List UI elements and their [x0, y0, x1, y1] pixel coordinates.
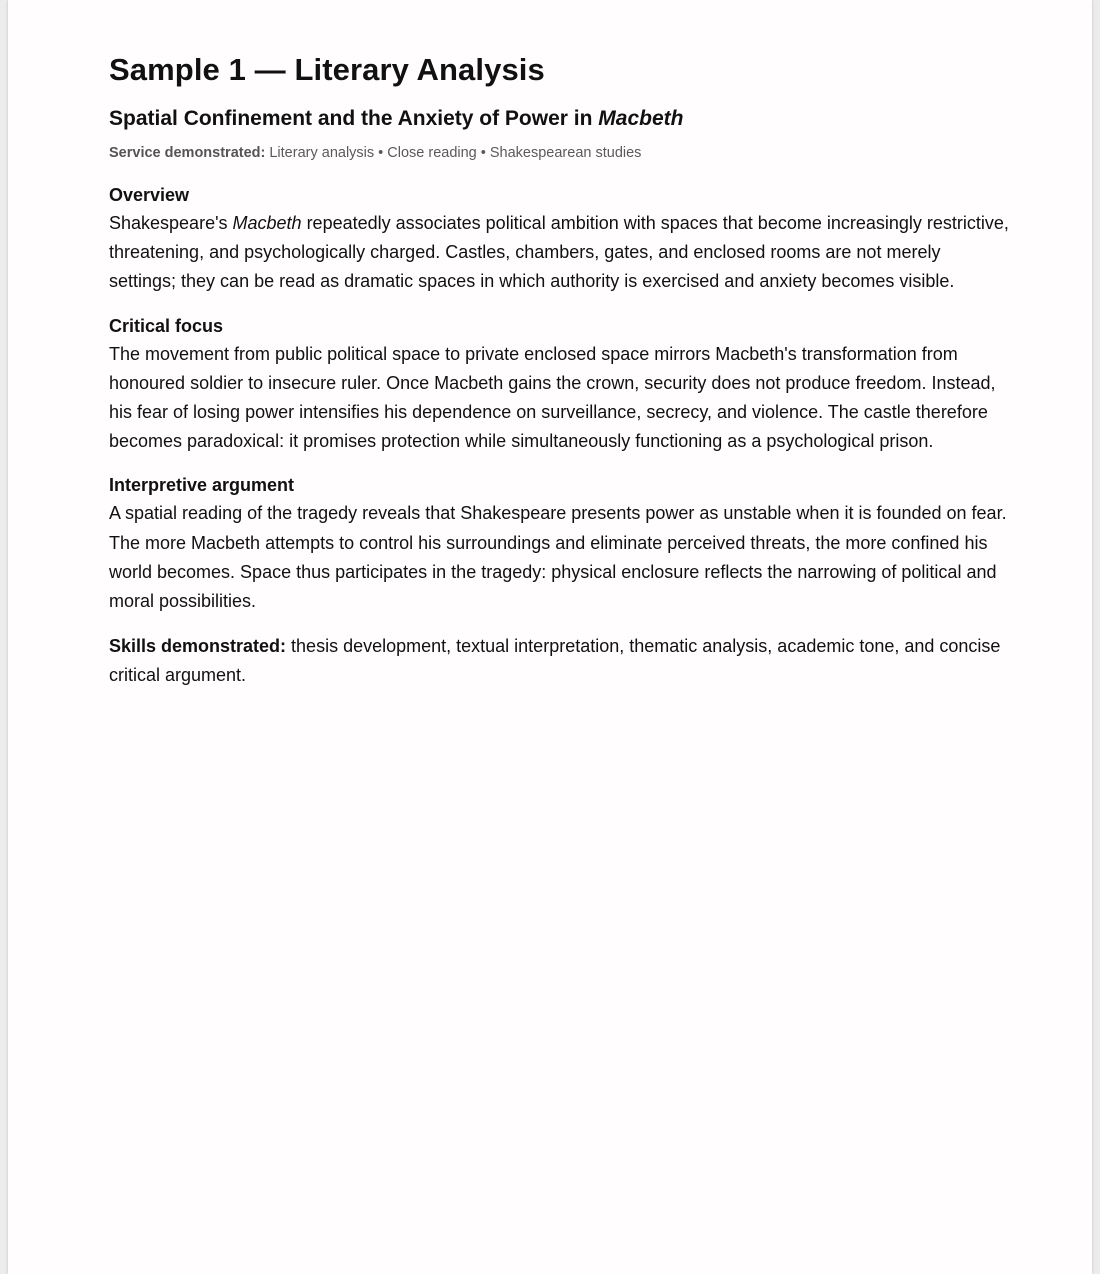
interpretive-argument-section	[109, 473, 1009, 616]
skills-label: Skills demonstrated:	[109, 636, 287, 657]
critical-focus-heading: Critical focus	[109, 315, 224, 336]
service-line	[109, 143, 1009, 163]
overview-text-a: Shakespeare's	[109, 213, 233, 233]
interpretive-argument-heading: Interpretive argument	[109, 475, 295, 496]
interpretive-argument-text: A spatial reading of the tragedy reveals that Shakespeare presents power as unstable when it is founded on fear. The more Macbeth attempts to control his surroundings and eliminate perceived threats, the more confined his world becomes. Space thus participates in the tragedy: physical enclosure reflects the narrowing of political and moral possibilities.	[109, 503, 1007, 612]
essay-title-text: Spatial Confinement and the Anxiety of Power in	[109, 107, 599, 130]
skills-line	[109, 632, 1009, 690]
essay-title	[109, 104, 1009, 134]
overview-text-italic: Macbeth	[232, 213, 302, 233]
overview-text-b: repeatedly associates political ambition with spaces that become increasingly restrictive, threatening, and psychologically charged. Castles, chambers, gates, and enclosed rooms are not merely settings; they can be read as dramatic spaces in which authority is exercised and anxiety becomes visible.	[109, 213, 1009, 292]
service-value: Literary analysis • Close reading • Shakespearean studies	[265, 145, 642, 161]
overview-section	[109, 183, 1009, 297]
page-title: Sample 1 — Literary Analysis	[109, 52, 545, 87]
skills-text: thesis development, textual interpretation, thematic analysis, academic tone, and concise critical argument.	[109, 636, 1001, 686]
essay-title-play: Macbeth	[598, 107, 684, 130]
page-content	[109, 48, 1009, 690]
overview-text	[109, 209, 1009, 297]
critical-focus-text: The movement from public political space to private enclosed space mirrors Macbeth's transformation from honoured soldier to insecure ruler. Once Macbeth gains the crown, security does not produce freedom. Instead, his fear of losing power intensifies his dependence on surveillance, secrecy, and violence. The castle therefore becomes paradoxical: it promises protection while simultaneously functioning as a psychological prison.	[109, 343, 996, 452]
service-label: Service demonstrated:	[109, 145, 266, 161]
critical-focus-section	[109, 314, 1009, 457]
document-page	[8, 0, 1092, 1274]
overview-heading: Overview	[109, 185, 190, 205]
